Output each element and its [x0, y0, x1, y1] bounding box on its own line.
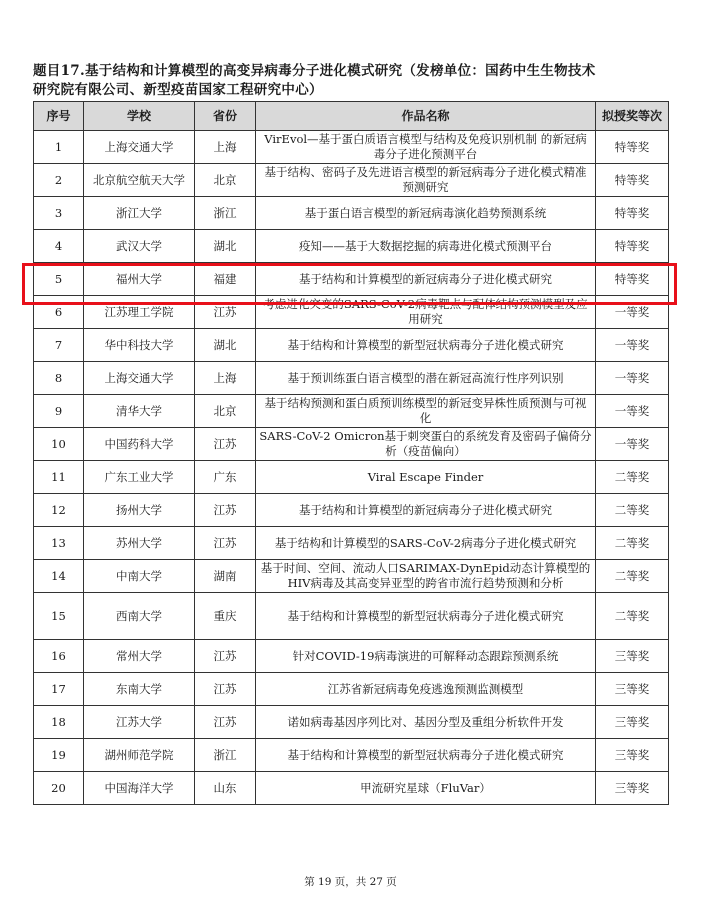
- cell-no: 4: [34, 230, 84, 263]
- cell-school: 武汉大学: [84, 230, 195, 263]
- cell-award: 二等奖: [596, 494, 669, 527]
- table-row: [34, 494, 669, 527]
- document-title: [33, 62, 673, 100]
- awards-table: [33, 101, 669, 805]
- cell-province: 江苏: [195, 640, 256, 673]
- cell-school: 福州大学: [84, 263, 195, 296]
- table-row: [34, 527, 669, 560]
- cell-no: 13: [34, 527, 84, 560]
- cell-work: 基于蛋白语言模型的新冠病毒演化趋势预测系统: [256, 197, 596, 230]
- table-row: [34, 296, 669, 329]
- title-line-2: 研究院有限公司、新型疫苗国家工程研究中心）: [33, 82, 323, 98]
- cell-work: 考虑进化突变的SARS-CoV-2病毒靶点与配体结构预测模型及应用研究: [256, 296, 596, 329]
- cell-no: 1: [34, 131, 84, 164]
- cell-province: 湖南: [195, 560, 256, 593]
- cell-school: 江苏理工学院: [84, 296, 195, 329]
- cell-school: 东南大学: [84, 673, 195, 706]
- cell-work: 针对COVID-19病毒演进的可解释动态跟踪预测系统: [256, 640, 596, 673]
- cell-school: 西南大学: [84, 593, 195, 640]
- cell-no: 10: [34, 428, 84, 461]
- cell-award: 三等奖: [596, 673, 669, 706]
- table-row: [34, 197, 669, 230]
- cell-work: 诺如病毒基因序列比对、基因分型及重组分析软件开发: [256, 706, 596, 739]
- cell-award: 二等奖: [596, 461, 669, 494]
- table-row: [34, 164, 669, 197]
- cell-province: 江苏: [195, 527, 256, 560]
- cell-province: 江苏: [195, 706, 256, 739]
- cell-no: 12: [34, 494, 84, 527]
- cell-award: 三等奖: [596, 739, 669, 772]
- cell-province: 江苏: [195, 296, 256, 329]
- table-row: [34, 706, 669, 739]
- header-work: 作品名称: [256, 102, 596, 131]
- header-no: 序号: [34, 102, 84, 131]
- cell-school: 北京航空航天大学: [84, 164, 195, 197]
- cell-work: 基于结构和计算模型的新型冠状病毒分子进化模式研究: [256, 593, 596, 640]
- table-row: [34, 640, 669, 673]
- cell-no: 8: [34, 362, 84, 395]
- cell-school: 浙江大学: [84, 197, 195, 230]
- table-row: [34, 739, 669, 772]
- cell-work: 基于预训练蛋白语言模型的潜在新冠高流行性序列识别: [256, 362, 596, 395]
- cell-no: 20: [34, 772, 84, 805]
- header-school: 学校: [84, 102, 195, 131]
- cell-work: 基于结构、密码子及先进语言模型的新冠病毒分子进化模式精准预测研究: [256, 164, 596, 197]
- cell-province: 广东: [195, 461, 256, 494]
- cell-school: 上海交通大学: [84, 362, 195, 395]
- cell-school: 湖州师范学院: [84, 739, 195, 772]
- cell-no: 9: [34, 395, 84, 428]
- cell-province: 山东: [195, 772, 256, 805]
- cell-no: 5: [34, 263, 84, 296]
- cell-work: 基于结构和计算模型的SARS-CoV-2病毒分子进化模式研究: [256, 527, 596, 560]
- cell-work: 基于结构和计算模型的新型冠状病毒分子进化模式研究: [256, 329, 596, 362]
- table-header-row: [34, 102, 669, 131]
- cell-work: 基于结构和计算模型的新冠病毒分子进化模式研究: [256, 263, 596, 296]
- cell-no: 16: [34, 640, 84, 673]
- header-province: 省份: [195, 102, 256, 131]
- cell-province: 浙江: [195, 197, 256, 230]
- cell-school: 广东工业大学: [84, 461, 195, 494]
- cell-award: 特等奖: [596, 263, 669, 296]
- cell-award: 二等奖: [596, 527, 669, 560]
- cell-award: 一等奖: [596, 428, 669, 461]
- table-row: [34, 560, 669, 593]
- cell-school: 中国海洋大学: [84, 772, 195, 805]
- cell-province: 福建: [195, 263, 256, 296]
- cell-province: 湖北: [195, 329, 256, 362]
- cell-work: 基于结构和计算模型的新冠病毒分子进化模式研究: [256, 494, 596, 527]
- cell-province: 重庆: [195, 593, 256, 640]
- cell-no: 14: [34, 560, 84, 593]
- cell-school: 扬州大学: [84, 494, 195, 527]
- cell-no: 11: [34, 461, 84, 494]
- cell-no: 6: [34, 296, 84, 329]
- cell-award: 特等奖: [596, 131, 669, 164]
- cell-award: 三等奖: [596, 706, 669, 739]
- table-body: [34, 131, 669, 805]
- cell-award: 一等奖: [596, 395, 669, 428]
- cell-award: 特等奖: [596, 230, 669, 263]
- cell-no: 2: [34, 164, 84, 197]
- cell-no: 3: [34, 197, 84, 230]
- cell-award: 三等奖: [596, 772, 669, 805]
- table-row: [34, 263, 669, 296]
- cell-award: 一等奖: [596, 362, 669, 395]
- cell-work: SARS-CoV-2 Omicron基于刺突蛋白的系统发育及密码子偏倚分析（疫苗偏向）: [256, 428, 596, 461]
- cell-province: 浙江: [195, 739, 256, 772]
- cell-school: 中南大学: [84, 560, 195, 593]
- table-row: [34, 131, 669, 164]
- table-row: [34, 772, 669, 805]
- cell-work: 基于时间、空间、流动人口SARIMAX-DynEpid动态计算模型的HIV病毒及其高变异亚型的跨省市流行趋势预测和分析: [256, 560, 596, 593]
- cell-work: VirEvol—基于蛋白质语言模型与结构及免疫识别机制 的新冠病毒分子进化预测平台: [256, 131, 596, 164]
- cell-province: 北京: [195, 164, 256, 197]
- cell-award: 三等奖: [596, 640, 669, 673]
- cell-award: 特等奖: [596, 197, 669, 230]
- table-row: [34, 673, 669, 706]
- cell-province: 江苏: [195, 428, 256, 461]
- cell-work: Viral Escape Finder: [256, 461, 596, 494]
- table-row: [34, 395, 669, 428]
- cell-no: 17: [34, 673, 84, 706]
- cell-award: 二等奖: [596, 560, 669, 593]
- cell-work: 江苏省新冠病毒免疫逃逸预测监测模型: [256, 673, 596, 706]
- cell-no: 15: [34, 593, 84, 640]
- cell-no: 19: [34, 739, 84, 772]
- cell-school: 上海交通大学: [84, 131, 195, 164]
- cell-school: 清华大学: [84, 395, 195, 428]
- cell-award: 一等奖: [596, 296, 669, 329]
- cell-school: 华中科技大学: [84, 329, 195, 362]
- cell-school: 中国药科大学: [84, 428, 195, 461]
- cell-province: 上海: [195, 362, 256, 395]
- cell-school: 常州大学: [84, 640, 195, 673]
- title-line-1: 题目17.基于结构和计算模型的高变异病毒分子进化模式研究（发榜单位：国药中生生物技术: [33, 63, 596, 79]
- cell-school: 江苏大学: [84, 706, 195, 739]
- table-row: [34, 593, 669, 640]
- table-row: [34, 230, 669, 263]
- page-footer: 第 19 页，共 27 页: [304, 876, 397, 888]
- cell-province: 江苏: [195, 494, 256, 527]
- table-row: [34, 461, 669, 494]
- cell-award: 特等奖: [596, 164, 669, 197]
- cell-award: 一等奖: [596, 329, 669, 362]
- table-row: [34, 428, 669, 461]
- cell-province: 江苏: [195, 673, 256, 706]
- cell-school: 苏州大学: [84, 527, 195, 560]
- table-row: [34, 362, 669, 395]
- cell-work: 基于结构预测和蛋白质预训练模型的新冠变异株性质预测与可视化: [256, 395, 596, 428]
- cell-work: 甲流研究星球（FluVar）: [256, 772, 596, 805]
- cell-province: 湖北: [195, 230, 256, 263]
- header-award: 拟授奖等次: [596, 102, 669, 131]
- cell-province: 北京: [195, 395, 256, 428]
- cell-no: 18: [34, 706, 84, 739]
- cell-work: 基于结构和计算模型的新型冠状病毒分子进化模式研究: [256, 739, 596, 772]
- table-row: [34, 329, 669, 362]
- cell-work: 疫知——基于大数据挖掘的病毒进化模式预测平台: [256, 230, 596, 263]
- cell-award: 二等奖: [596, 593, 669, 640]
- cell-province: 上海: [195, 131, 256, 164]
- cell-no: 7: [34, 329, 84, 362]
